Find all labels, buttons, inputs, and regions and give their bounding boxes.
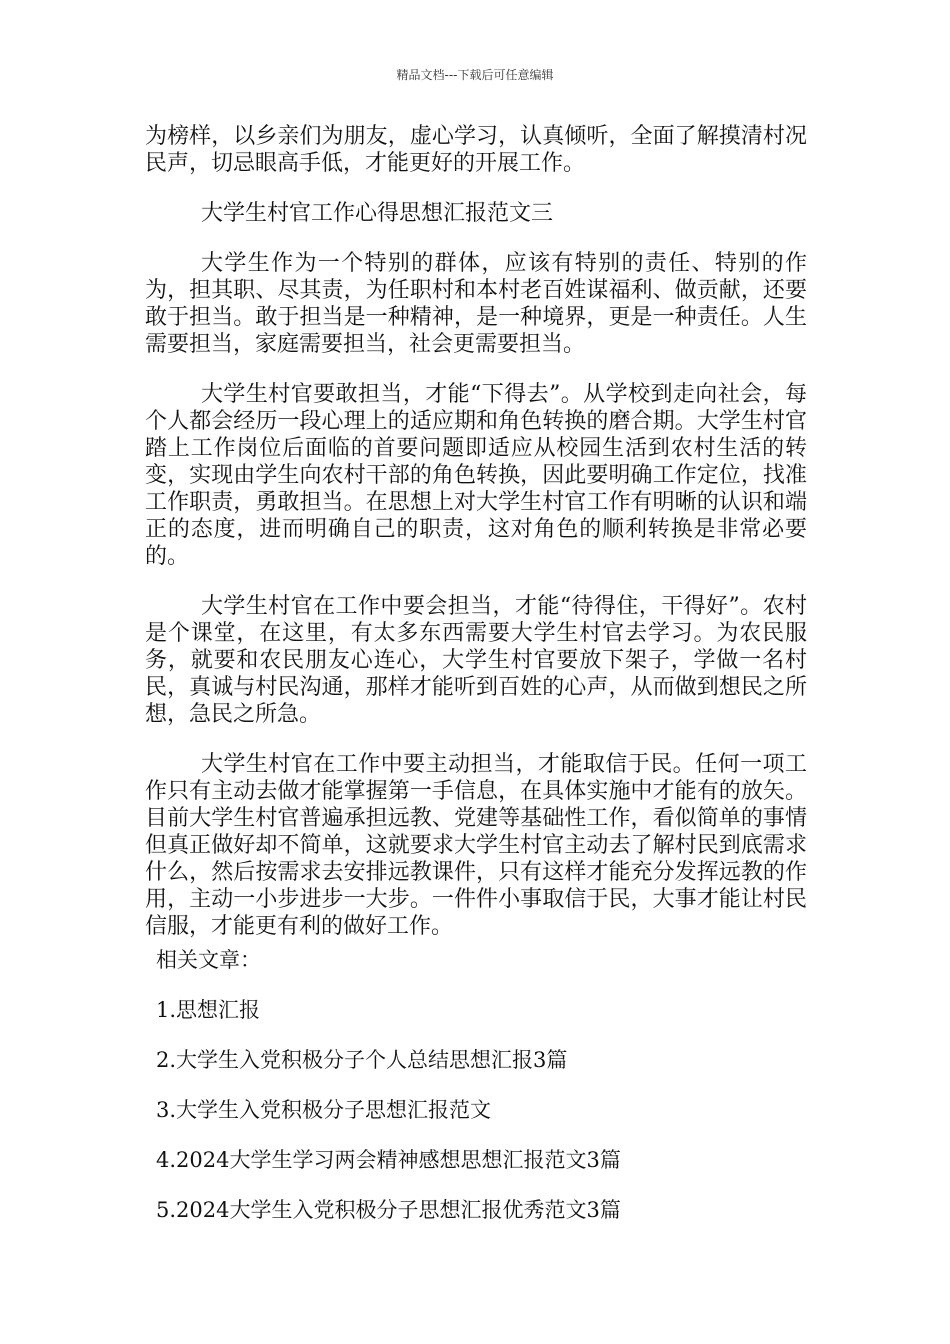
related-link[interactable]: 2.大学生入党积极分子个人总结思想汇报3篇 [156,1048,568,1072]
related-link[interactable]: 5.2024大学生入党积极分子思想汇报优秀范文3篇 [156,1198,621,1222]
paragraph-continuation: 为榜样，以乡亲们为朋友，虚心学习，认真倾听，全面了解摸清村况民声，切忌眼高手低，才能更好的开展工作。 [145,124,807,176]
related-link[interactable]: 4.2024大学生学习两会精神感想思想汇报范文3篇 [156,1148,621,1172]
page-header: 精品文档---下载后可任意编辑 [396,68,554,82]
article-body [145,123,807,963]
paragraph: 大学生村官要敢担当，才能“下得去”。从学校到走向社会，每个人都会经历一段心理上的适应期和角色转换的磨合期。大学生村官踏上工作岗位后面临的首要问题即适应从校园生活到农村生活的转变，实现由学生向农村干部的角色转换，因此要明确工作定位，找准工作职责，勇敢担当。在思想上对大学生村官工作有明晰的认识和端正的态度，进而明确自己的职责，这对角色的顺利转换是非常必要的。 [145,382,807,569]
paragraph: 大学生作为一个特别的群体，应该有特别的责任、特别的作为，担其职、尽其责，为任职村和本村老百姓谋福利、做贡献，还要敢于担当。敢于担当是一种精神，是一种境界，更是一种责任。人生需要担当，家庭需要担当，社会更需要担当。 [145,251,807,357]
paragraph: 大学生村官在工作中要会担当，才能“待得住，干得好”。农村是个课堂，在这里，有太多东西需要大学生村官去学习。为农民服务，就要和农民朋友心连心，大学生村官要放下架子，学做一名村民，真诚与村民沟通，那样才能听到百姓的心声，从而做到想民之所想，急民之所急。 [145,594,807,727]
related-link[interactable]: 1.思想汇报 [156,998,261,1022]
paragraph: 大学生村官在工作中要主动担当，才能取信于民。任何一项工作只有主动去做才能掌握第一手信息，在具体实施中才能有的放矢。目前大学生村官普遍承担远教、党建等基础性工作，看似简单的事情但真正做好却不简单，这就要求大学生村官主动去了解村民到底需求什么，然后按需求去安排远教课件，只有这样才能充分发挥远教的作用，主动一小步进步一大步。一件件小事取信于民，大事才能让村民信服，才能更有利的做好工作。 [145,752,807,939]
related-link[interactable]: 3.大学生入党积极分子思想汇报范文 [156,1098,492,1122]
related-articles-title: 相关文章： [156,948,261,972]
section-heading: 大学生村官工作心得思想汇报范文三 [201,201,554,226]
